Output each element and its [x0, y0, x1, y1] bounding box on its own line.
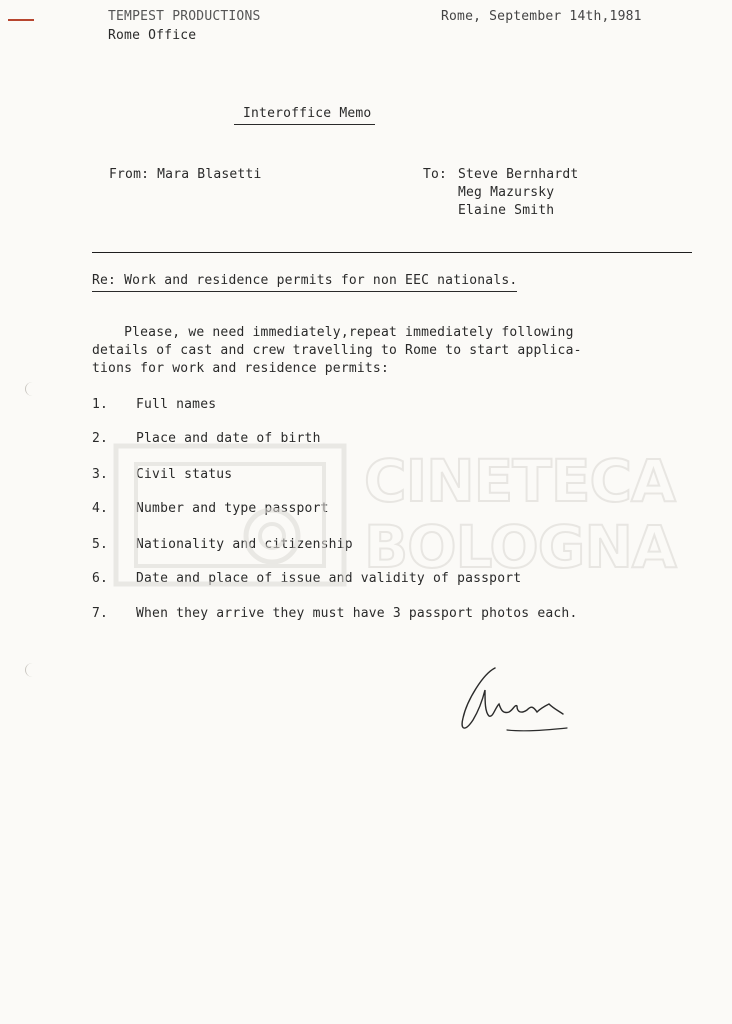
recipient-2: Meg Mazursky — [458, 185, 555, 200]
film-logo-icon — [112, 440, 348, 590]
header-divider — [92, 252, 692, 253]
body-line-1: Please, we need immediately,repeat immediately following — [92, 325, 574, 340]
office-name: Rome Office — [108, 28, 197, 43]
memo-date: Rome, September 14th,1981 — [441, 9, 642, 24]
memo-from: From: Mara Blasetti — [109, 167, 262, 182]
list-item-text: Number and type passport — [136, 501, 329, 516]
body-line-3: tions for work and residence permits: — [92, 361, 389, 376]
list-item-number: 7. — [92, 606, 109, 621]
handwritten-signature — [455, 660, 575, 740]
memo-to-label: To: — [423, 167, 448, 182]
list-item-number: 2. — [92, 431, 109, 446]
margin-mark — [8, 19, 34, 21]
list-item-number: 1. — [92, 397, 109, 412]
memo-subject: Re: Work and residence permits for non EEC nationals. — [92, 272, 517, 292]
cineteca-watermark — [112, 440, 676, 590]
list-item-text: Nationality and citizenship — [136, 537, 353, 552]
list-item-number: 4. — [92, 501, 109, 516]
memo-title: Interoffice Memo — [234, 105, 375, 125]
list-item-text: Civil status — [136, 467, 233, 482]
list-item-number: 5. — [92, 537, 109, 552]
punch-hole — [25, 663, 40, 677]
list-item-text: Full names — [136, 397, 217, 412]
punch-hole — [25, 382, 40, 396]
watermark-line-1: CINETECA — [364, 447, 675, 515]
list-item-text: Date and place of issue and validity of passport — [136, 571, 522, 586]
company-name: TEMPEST PRODUCTIONS — [108, 9, 261, 24]
list-item-number: 3. — [92, 467, 109, 482]
watermark-line-2: BOLOGNA — [364, 513, 676, 581]
recipient-3: Elaine Smith — [458, 203, 555, 218]
body-line-2: details of cast and crew travelling to Rome to start applica- — [92, 343, 582, 358]
list-item-number: 6. — [92, 571, 109, 586]
recipient-1: Steve Bernhardt — [458, 167, 579, 182]
list-item-text: Place and date of birth — [136, 431, 321, 446]
list-item-text: When they arrive they must have 3 passport photos each. — [136, 606, 578, 621]
